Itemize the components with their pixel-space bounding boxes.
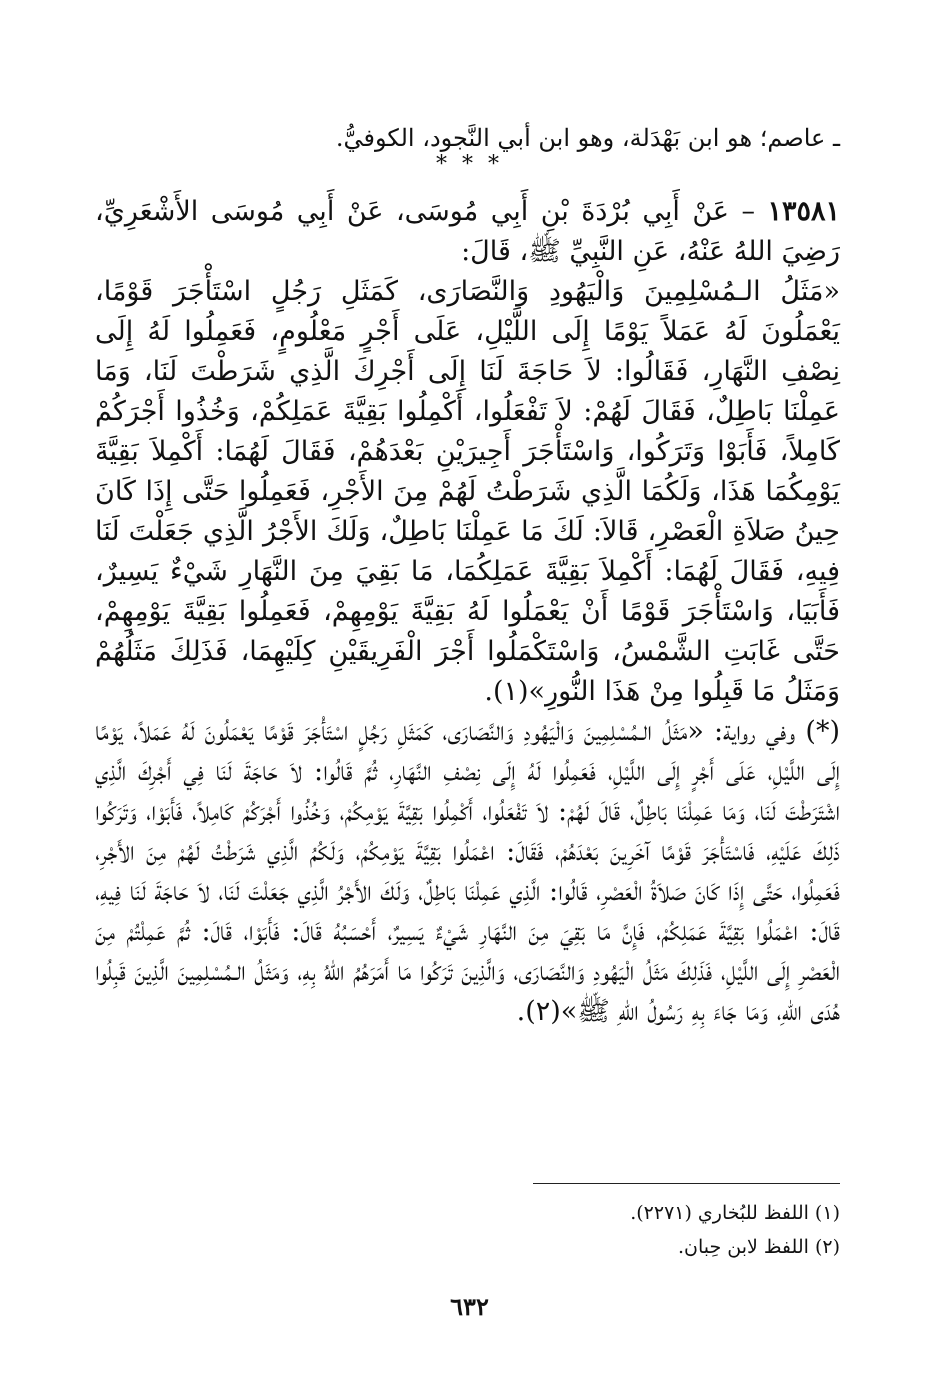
intro-line: ـ عاصم؛ هو ابن بَهْدَلة، وهو ابن أبي النَّجود، الكوفيُّ. bbox=[335, 124, 840, 152]
hadith-isnad-paragraph bbox=[95, 192, 840, 272]
hadith-isnad: – عَنْ أَبِي بُرْدَةَ بْنِ أَبِي مُوسَى، عَنْ أَبِي مُوسَى الأَشْعَرِيِّ، رَضِيَ اللهُ عَنْهُ، عَنِ النَّبِيِّ ﷺ، قَالَ: bbox=[95, 196, 840, 267]
page-number: ٦٣٢ bbox=[450, 1292, 489, 1321]
footnote-divider bbox=[533, 1183, 840, 1184]
footnotes bbox=[95, 1196, 840, 1264]
footnote-1: (١) اللفظ للبُخاري (٢٢٧١). bbox=[630, 1202, 840, 1224]
hadith-riwaya: (*) وفي رواية: «مَثَلُ الـمُسْلِمِينَ وَالْيَهُودِ وَالنَّصَارَى، كَمَثَلِ رَجُلٍ اسْتَأْجَرَ قَوْمًا يَعْمَلُونَ لَهُ عَمَلاً، يَوْمًا إِلَى اللَّيْلِ، عَلَى أَجْرٍ إِلَى اللَّيْلِ، فَعَمِلُوا لَهُ إِلَى نِصْفِ النَّهَارِ، ثُمَّ قَالُوا: لاَ حَاجَةَ لَنَا فِي أَجْرِكَ الَّذِي اشْتَرَطْتَ لَنَا، وَمَا عَمِلْنَا بَاطِلٌ، قَالَ لَهُمْ: لاَ تَفْعَلُوا، أَكْمِلُوا بَقِيَّةَ يَوْمِكُمْ، وَخُذُوا أَجْرَكُمْ كَامِلاً، فَأَبَوْا، وَتَرَكُوا ذَلِكَ عَلَيْهِ، فَاسْتَأْجَرَ قَوْمًا آخَرِينَ بَعْدَهُمْ، فَقَالَ: اعْمَلُوا بَقِيَّةَ يَوْمِكُمْ، وَلَكُمُ الَّذِي شَرَطْتُ لَهُمْ مِنَ الأَجْرِ، فَعَمِلُوا، حَتَّى إِذَا كَانَ صَلاَةُ الْعَصْرِ، قَالُوا: الَّذِي عَمِلْنَا بَاطِلٌ، وَلَكَ الأَجْرُ الَّذِي جَعَلْتَ لَنَا، لاَ حَاجَةَ لَنَا فِيهِ، قَالَ: اعْمَلُوا بَقِيَّةَ عَمَلِكُمْ، فَإِنَّ مَا بَقِيَ مِنَ النَّهَارِ شَيْءٌ يَسِيرٌ، أَحْسَبُهُ قَالَ: فَأَبَوْا، قَالَ: ثُمَّ عَمِلْتُمْ مِنَ الْعَصْرِ إِلَى اللَّيْلِ، فَذَلِكَ مَثَلُ الْيَهُودِ وَالنَّصَارَى، وَالَّذِينَ تَرَكُوا مَا أَمَرَهُمُ اللهُ بِهِ، وَمَثَلُ الـمُسْلِمِينَ الَّذِينَ قَبِلُوا هُدَى اللهِ، وَمَا جَاءَ بِهِ رَسُولُ اللهِ ﷺ»(٢). bbox=[95, 716, 840, 1027]
section-separator: * * * bbox=[436, 152, 503, 177]
hadith-number: ١٣٥٨١ bbox=[767, 196, 840, 227]
hadith-matn: «مَثَلُ الـمُسْلِمِينَ وَالْيَهُودِ وَالنَّصَارَى، كَمَثَلِ رَجُلٍ اسْتَأْجَرَ قَوْمًا، يَعْمَلُونَ لَهُ عَمَلاً يَوْمًا إِلَى اللَّيْلِ، عَلَى أَجْرٍ مَعْلُومٍ، فَعَمِلُوا لَهُ إِلَى نِصْفِ النَّهَارِ، فَقَالُوا: لاَ حَاجَةَ لَنَا إِلَى أَجْرِكَ الَّذِي شَرَطْتَ لَنَا، وَمَا عَمِلْنَا بَاطِلٌ، فَقَالَ لَهُمْ: لاَ تَفْعَلُوا، أَكْمِلُوا بَقِيَّةَ عَمَلِكُمْ، وَخُذُوا أَجْرَكُمْ كَامِلاً، فَأَبَوْا وَتَرَكُوا، وَاسْتَأْجَرَ أَجِيرَيْنِ بَعْدَهُمْ، فَقَالَ لَهُمَا: أَكْمِلاَ بَقِيَّةَ يَوْمِكُمَا هَذَا، وَلَكُمَا الَّذِي شَرَطْتُ لَهُمْ مِنَ الأَجْرِ، فَعَمِلُوا حَتَّى إِذَا كَانَ حِينُ صَلاَةِ الْعَصْرِ، قَالاَ: لَكَ مَا عَمِلْنَا بَاطِلٌ، وَلَكَ الأَجْرُ الَّذِي جَعَلْتَ لَنَا فِيهِ، فَقَالَ لَهُمَا: أَكْمِلاَ بَقِيَّةَ عَمَلِكُمَا، مَا بَقِيَ مِنَ النَّهَارِ شَيْءٌ يَسِيرٌ، فَأَبَيَا، وَاسْتَأْجَرَ قَوْمًا أَنْ يَعْمَلُوا لَهُ بَقِيَّةَ يَوْمِهِمْ، فَعَمِلُوا بَقِيَّةَ يَوْمِهِمْ، حَتَّى غَابَتِ الشَّمْسُ، وَاسْتَكْمَلُوا أَجْرَ الْفَرِيقَيْنِ كِلَيْهِمَا، فَذَلِكَ مَثَلُهُمْ وَمَثَلُ مَا قَبِلُوا مِنْ هَذَا النُّورِ»(١). bbox=[95, 276, 840, 707]
footnote-2: (٢) اللفظ لابن حِبان. bbox=[677, 1236, 840, 1258]
hadith-body bbox=[95, 192, 840, 1032]
